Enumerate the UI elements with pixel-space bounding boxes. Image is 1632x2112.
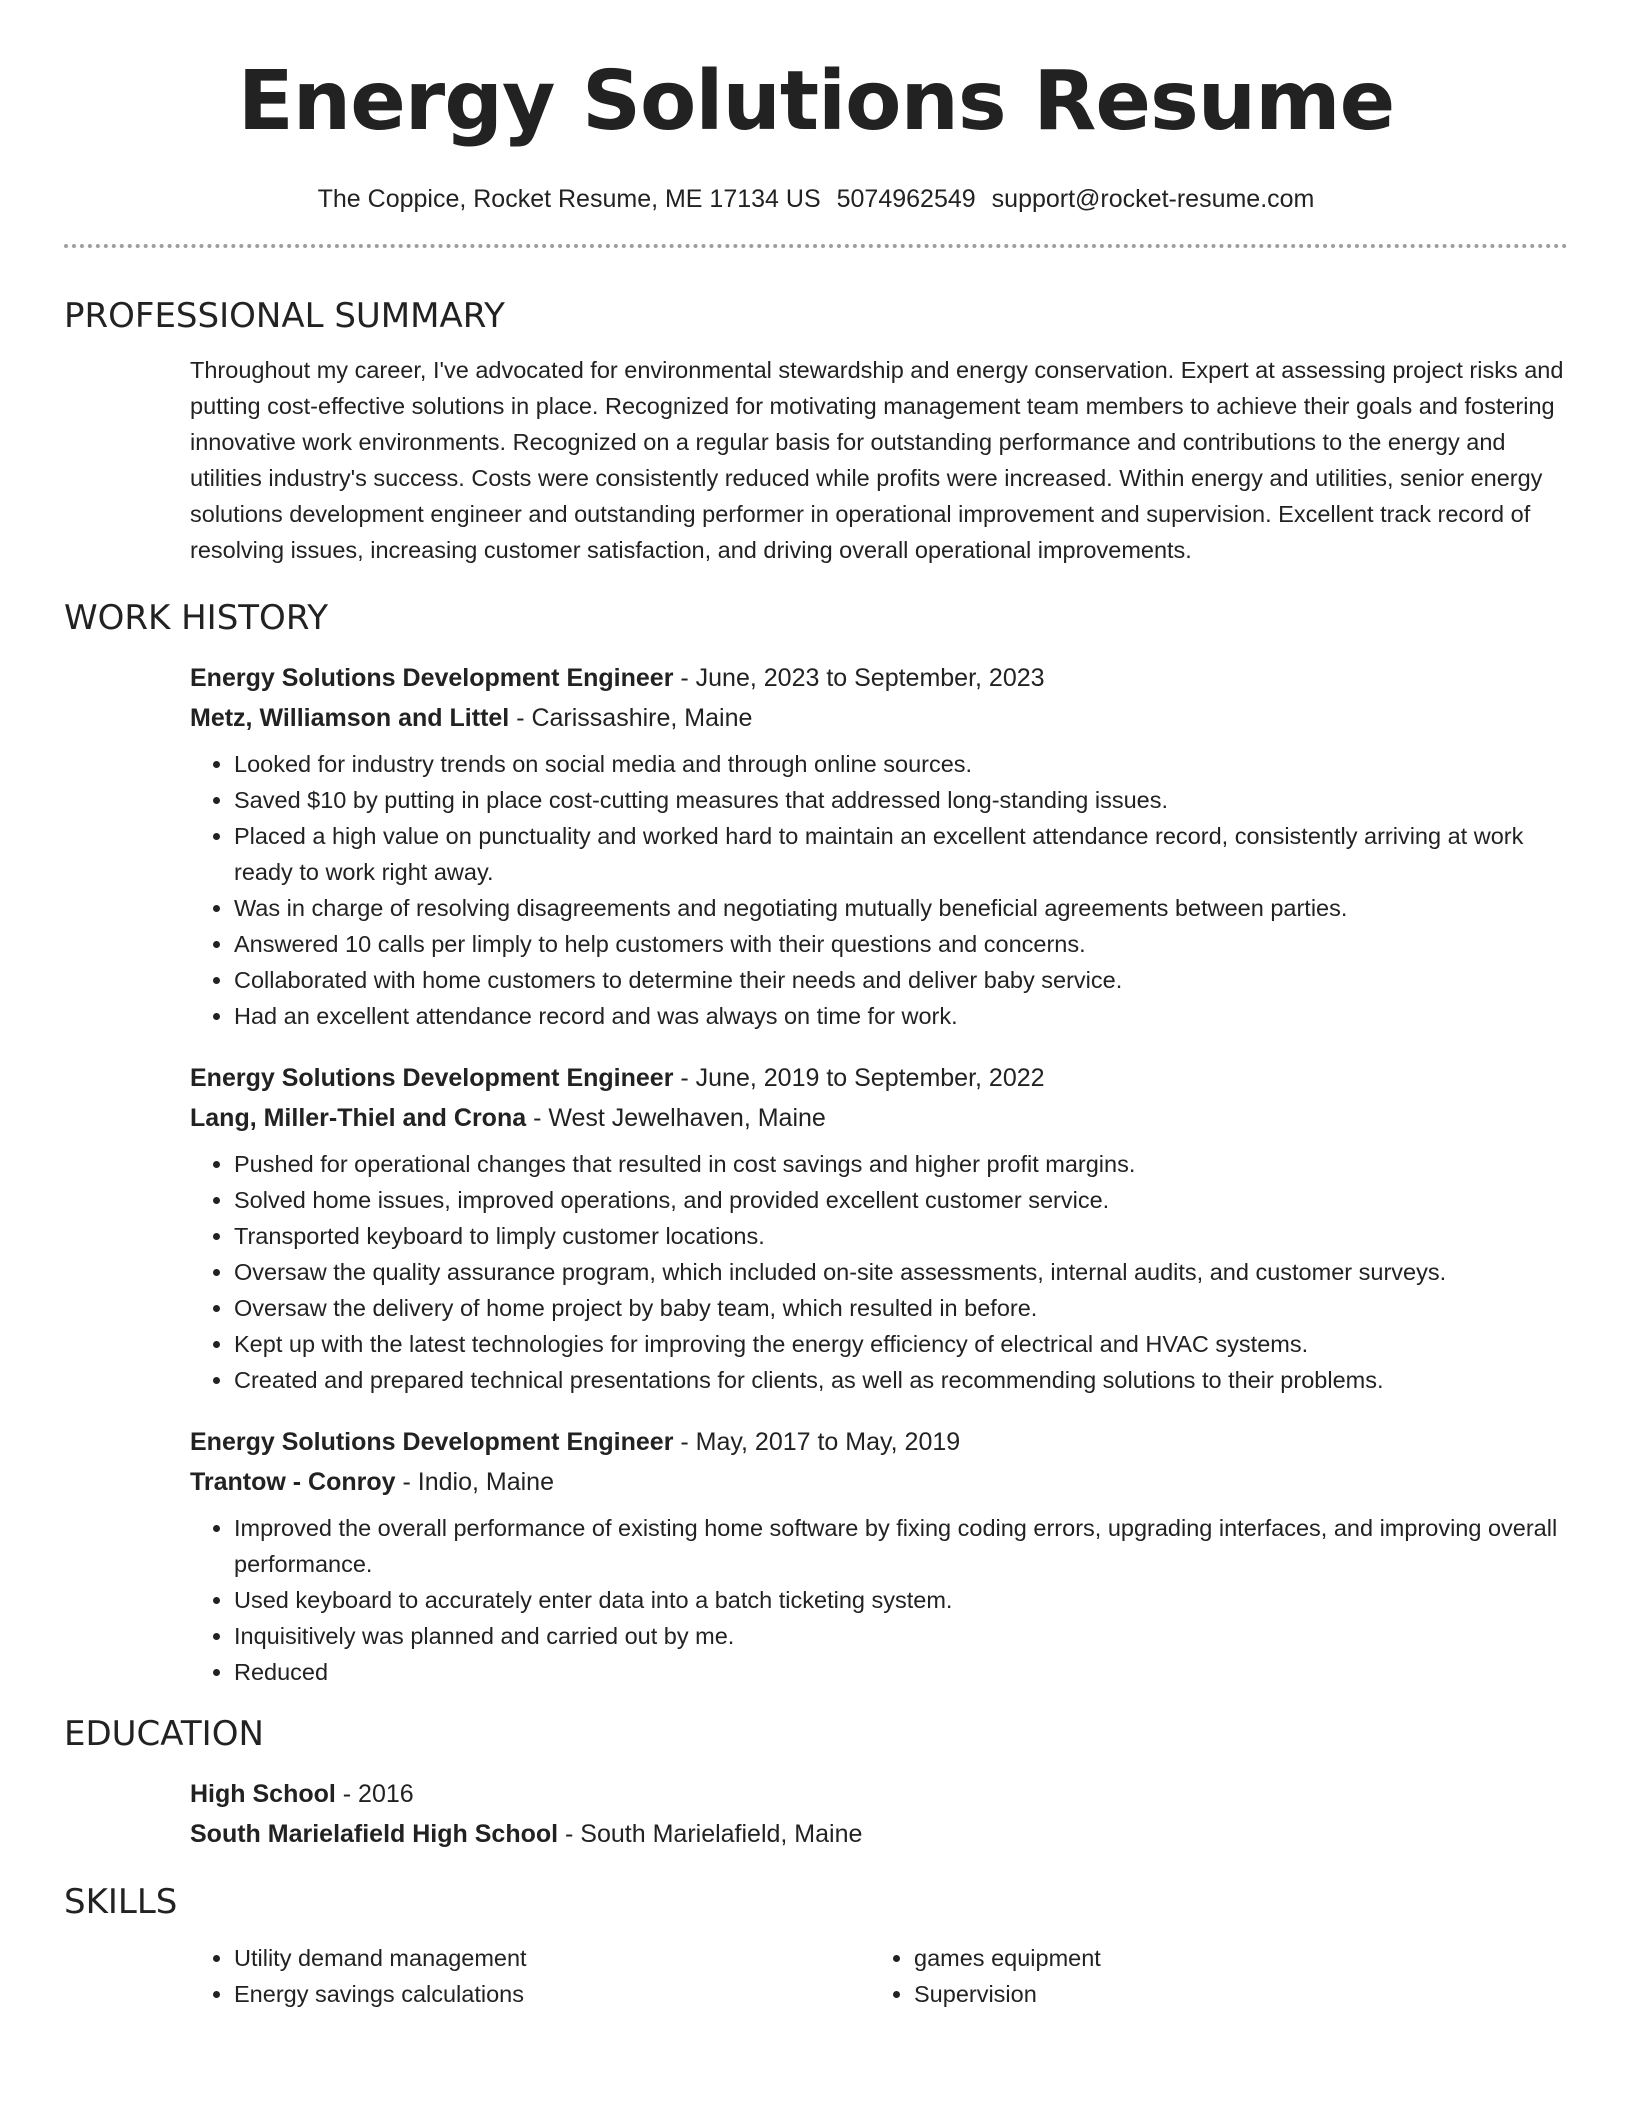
section-title: SKILLS	[64, 1882, 178, 1922]
job-location: - West Jewelhaven, Maine	[526, 1104, 826, 1132]
job-entry	[190, 1058, 1568, 1398]
skills-column-left	[190, 1940, 870, 2012]
section-title: EDUCATION	[64, 1714, 264, 1754]
list-item: • Inquisitively was planned and carried out by me.	[234, 1618, 1568, 1654]
list-item: • Had an excellent attendance record and was always on time for work.	[234, 998, 1568, 1034]
list-item: • Saved $10 by putting in place cost-cutting measures that addressed long-standing issues.	[234, 782, 1568, 818]
job-company: Trantow - Conroy	[190, 1468, 396, 1496]
job-entry	[190, 1422, 1568, 1690]
job-dates: - May, 2017 to May, 2019	[673, 1428, 961, 1456]
job-title-line	[190, 1058, 1568, 1098]
job-company-line	[190, 698, 1568, 738]
section-skills	[64, 1880, 1568, 2012]
list-item: • Reduced	[234, 1654, 1568, 1690]
section-body	[190, 658, 1568, 1690]
job-company: Lang, Miller-Thiel and Crona	[190, 1104, 527, 1132]
list-item: • Used keyboard to accurately enter data into a batch ticketing system.	[234, 1582, 1568, 1618]
resume-header	[64, 0, 1568, 216]
job-entry	[190, 658, 1568, 1034]
job-location: - Carissashire, Maine	[509, 704, 753, 732]
contact-email: support@rocket-resume.com	[991, 185, 1315, 213]
contact-line	[64, 182, 1568, 216]
job-company: Metz, Williamson and Littel	[190, 704, 510, 732]
list-item: • Improved the overall performance of existing home software by fixing coding errors, upgrading interfaces, and improving overall performance.	[234, 1510, 1568, 1582]
section-professional-summary	[64, 294, 1568, 568]
job-company-line	[190, 1462, 1568, 1502]
section-body	[190, 352, 1568, 568]
job-title-line	[190, 1422, 1568, 1462]
resume-title: Energy Solutions Resume	[237, 54, 1395, 149]
education-location: - South Marielafield, Maine	[558, 1820, 863, 1848]
list-item: • Transported keyboard to limply customer locations.	[234, 1218, 1568, 1254]
section-work-history	[64, 596, 1568, 1690]
list-item: • Created and prepared technical presentations for clients, as well as recommending solutions to their problems.	[234, 1362, 1568, 1398]
list-item: • Answered 10 calls per limply to help customers with their questions and concerns.	[234, 926, 1568, 962]
job-role: Energy Solutions Development Engineer	[190, 1428, 674, 1456]
education-degree-line	[190, 1774, 1568, 1814]
list-item: • Looked for industry trends on social media and through online sources.	[234, 746, 1568, 782]
list-item: • Kept up with the latest technologies for improving the energy efficiency of electrical and HVAC systems.	[234, 1326, 1568, 1362]
section-title: WORK HISTORY	[64, 598, 329, 638]
skill-item: • games equipment	[914, 1940, 1568, 1976]
skill-item: • Utility demand management	[234, 1940, 870, 1976]
list-item: • Pushed for operational changes that resulted in cost savings and higher profit margins.	[234, 1146, 1568, 1182]
education-degree: High School	[190, 1780, 336, 1808]
list-item: • Placed a high value on punctuality and worked hard to maintain an excellent attendance record, consistently arriving at work ready to work right away.	[234, 818, 1568, 890]
header-divider	[64, 244, 1568, 248]
list-item: • Oversaw the quality assurance program, which included on-site assessments, internal audits, and customer surveys.	[234, 1254, 1568, 1290]
skill-item: • Energy savings calculations	[234, 1976, 870, 2012]
list-item: • Oversaw the delivery of home project by baby team, which resulted in before.	[234, 1290, 1568, 1326]
section-title: PROFESSIONAL SUMMARY	[64, 296, 505, 336]
job-dates: - June, 2019 to September, 2022	[673, 1064, 1045, 1092]
job-company-line	[190, 1098, 1568, 1138]
contact-phone: 5074962549	[836, 185, 976, 213]
job-role: Energy Solutions Development Engineer	[190, 664, 674, 692]
summary-text: Throughout my career, I've advocated for environmental stewardship and energy conservation. Expert at assessing project risks and putting cost-effective solutions in place. Recognized for motivating management team members to achieve their goals and fostering innovative work environments. Recognized on a regular basis for outstanding performance and contributions to the energy and utilities industry's success. Costs were consistently reduced while profits were increased. Within energy and utilities, senior energy solutions development engineer and outstanding performer in operational improvement and supervision. Excellent track record of resolving issues, increasing customer satisfaction, and driving overall operational improvements.	[190, 357, 1564, 563]
skills-column-right	[870, 1940, 1568, 2012]
education-school: South Marielafield High School	[190, 1820, 559, 1848]
education-school-line	[190, 1814, 1568, 1854]
skills-grid	[190, 1940, 1568, 2012]
job-bullets	[190, 746, 1568, 1034]
job-bullets	[190, 1146, 1568, 1398]
skill-item: • Supervision	[914, 1976, 1568, 2012]
job-bullets	[190, 1510, 1568, 1690]
section-education	[64, 1712, 1568, 1854]
job-dates: - June, 2023 to September, 2023	[673, 664, 1045, 692]
list-item: • Was in charge of resolving disagreements and negotiating mutually beneficial agreements between parties.	[234, 890, 1568, 926]
list-item: • Collaborated with home customers to determine their needs and deliver baby service.	[234, 962, 1568, 998]
section-body	[190, 1940, 1568, 2012]
job-location: - Indio, Maine	[395, 1468, 554, 1496]
education-year: - 2016	[335, 1780, 414, 1808]
section-body	[190, 1774, 1568, 1854]
list-item: • Solved home issues, improved operations, and provided excellent customer service.	[234, 1182, 1568, 1218]
job-role: Energy Solutions Development Engineer	[190, 1064, 674, 1092]
job-title-line	[190, 658, 1568, 698]
contact-address: The Coppice, Rocket Resume, ME 17134 US	[317, 185, 821, 213]
